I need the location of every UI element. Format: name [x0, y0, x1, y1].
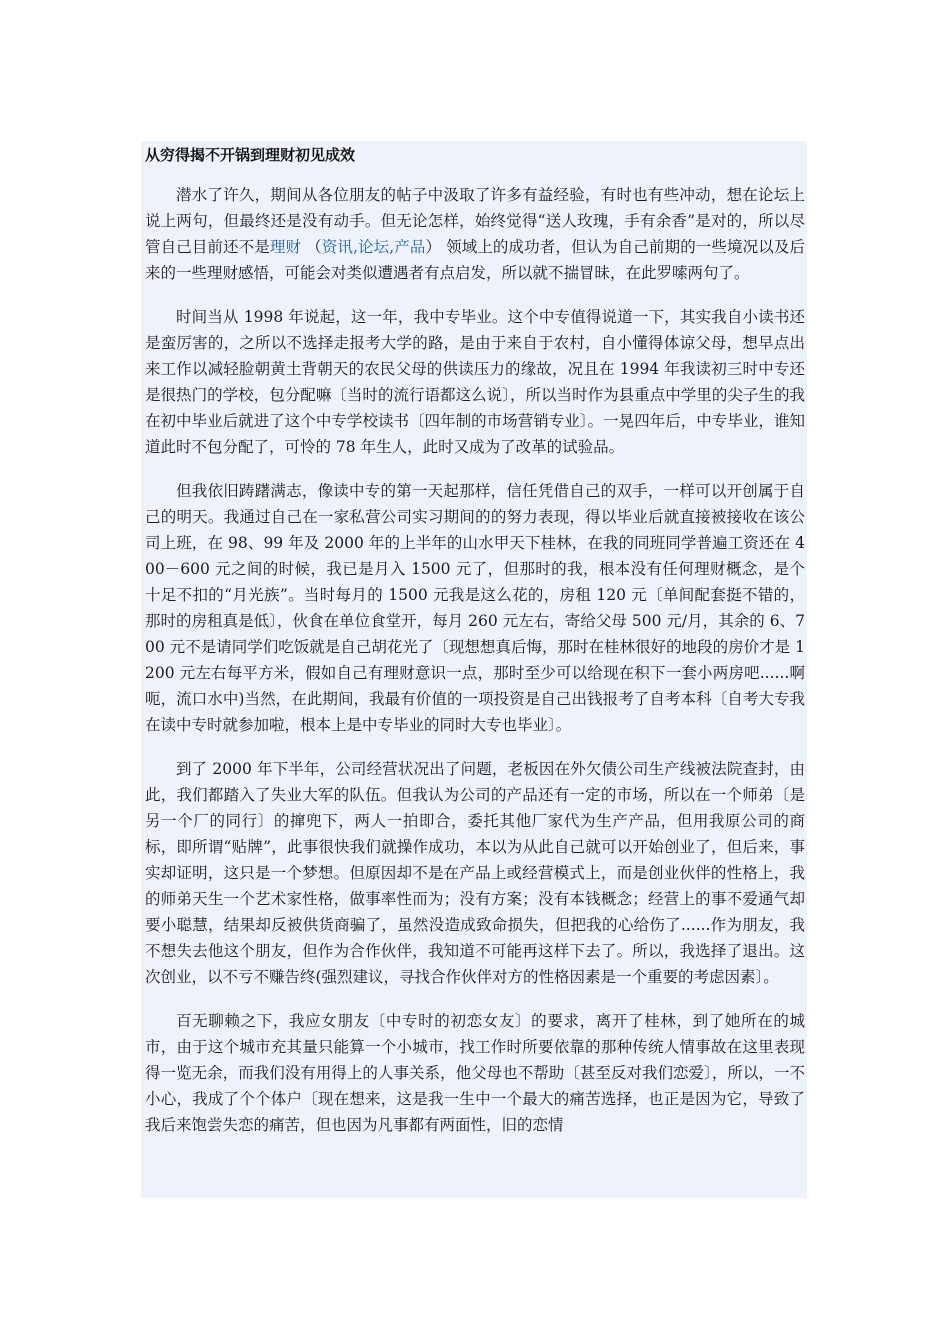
article-panel: [141, 141, 807, 1198]
paragraph-1-text-start: 潜水了许久，期间从各位朋友的帖子中汲取了许多有益经验，有时也有些冲动，想在论坛上说上两句，但最终还是没有动手。但无论怎样，始终觉得“送人玫瑰，手有余香”是对的，所以尽管自己目前还不是: [145, 186, 805, 256]
paragraph-3: 但我依旧踌躇满志，像读中专的第一天起那样，信任凭借自己的双手，一样可以开创属于自己的明天。我通过自己在一家私营公司实习期间的的努力表现，得以毕业后就直接被接收在该公司上班，在 98、99 年及 2000 年的上半年的山水甲天下桂林，在我的同班同学普遍工资还在 400－600 元之间的时候，我已是月入 1500 元了，但那时的我，根本没有任何理财概念，是个十足不扣的“月光族”。当时每月的 1500 元我是这么花的，房租 120 元〔单间配套挺不错的，那时的房租真是低〕，伙食在单位食堂开，每月 260 元左右，寄给父母 500 元/月，其余的 6、700 元不是请同学们吃饭就是自己胡花光了〔现想想真后悔，那时在桂林很好的地段的房价才是 1200 元左右每平方米，假如自己有理财意识一点，那时至少可以给现在积下一套小两房吧......啊呃，流口水中)当然，在此期间，我最有价值的一项投资是自己出钱报考了自考本科〔自考大专我在读中专时就参加啦，根本上是中专毕业的同时大专也毕业〕。: [145, 482, 805, 734]
paragraph-1: [145, 182, 805, 286]
link-luntan[interactable]: 论坛: [357, 238, 390, 256]
paragraph-5: 百无聊赖之下，我应女朋友〔中专时的初恋女友〕的要求，离开了桂林，到了她所在的城市，由于这个城市充其量只能算一个小城市，找工作时所要依靠的那种传统人情事故在这里表现得一览无余，而我们没有用得上的人事关系，他父母也不帮助〔甚至反对我们恋爱〕，所以，一不小心，我成了个个体户〔现在想来，这是我一生中一个最大的痛苦选择，也正是因为它，导致了我后来饱尝失恋的痛苦，但也因为凡事都有两面性，旧的恋情: [145, 1012, 805, 1134]
paragraph-1-text-end: ） 领域上的成功者，但认为自己前期的一些境况以及后来的一些理财感悟，可能会对类似遭遇者有点启发，所以就不揣冒昧，在此罗嗦两句了。: [145, 238, 805, 282]
article-title: 从穷得揭不开锅到理财初见成效: [145, 146, 356, 164]
paren-open: （: [301, 238, 322, 256]
link-separator-1: ,: [352, 238, 358, 256]
link-zixun[interactable]: 资讯: [321, 238, 353, 256]
link-licai[interactable]: 理财: [269, 238, 302, 256]
paragraph-2: 时间当从 1998 年说起，这一年，我中专毕业。这个中专值得说道一下，其实我自小读书还是蛮厉害的，之所以不选择走报考大学的路，是由于来自于农村，自小懂得体谅父母，想早点出来工作以减轻脸朝黄土背朝天的农民父母的供读压力的缘故，况且在 1994 年我读初三时中专还是很热门的学校，包分配嘛〔当时的流行语都这么说〕，所以当时作为县重点中学里的尖子生的我在初中毕业后就进了这个中专学校读书〔四年制的市场营销专业〕。一晃四年后，中专毕业，谁知道此时不包分配了，可怜的 78 年生人，此时又成为了改革的试验品。: [145, 308, 805, 456]
link-chanpin[interactable]: 产品: [394, 238, 426, 256]
paragraph-4: 到了 2000 年下半年，公司经营状况出了问题，老板因在外欠债公司生产线被法院查封，由此，我们都踏入了失业大军的队伍。但我认为公司的产品还有一定的市场，所以在一个师弟〔是另一个厂的同行〕的撺兜下，两人一拍即合，委托其他厂家代为生产产品，但用我原公司的商标，即所谓“贴牌”，此事很快我们就操作成功，本以为从此自己就可以开始创业了，但后来，事实却证明，这只是一个梦想。但原因却不是在产品上或经营模式上，而是创业伙伴的性格上，我的师弟天生一个艺术家性格，做事率性而为；没有方案；没有本钱概念；经营上的事不爱通气却要小聪慧，结果却反被供货商骗了，虽然没造成致命损失，但把我的心给伤了......作为朋友，我不想失去他这个朋友，但作为合作伙伴，我知道不可能再这样下去了。所以，我选择了退出。这次创业，以不亏不赚告终(强烈建议，寻找合作伙伴对方的性格因素是一个重要的考虑因素〕。: [145, 760, 805, 986]
link-separator-2: ,: [389, 238, 395, 256]
